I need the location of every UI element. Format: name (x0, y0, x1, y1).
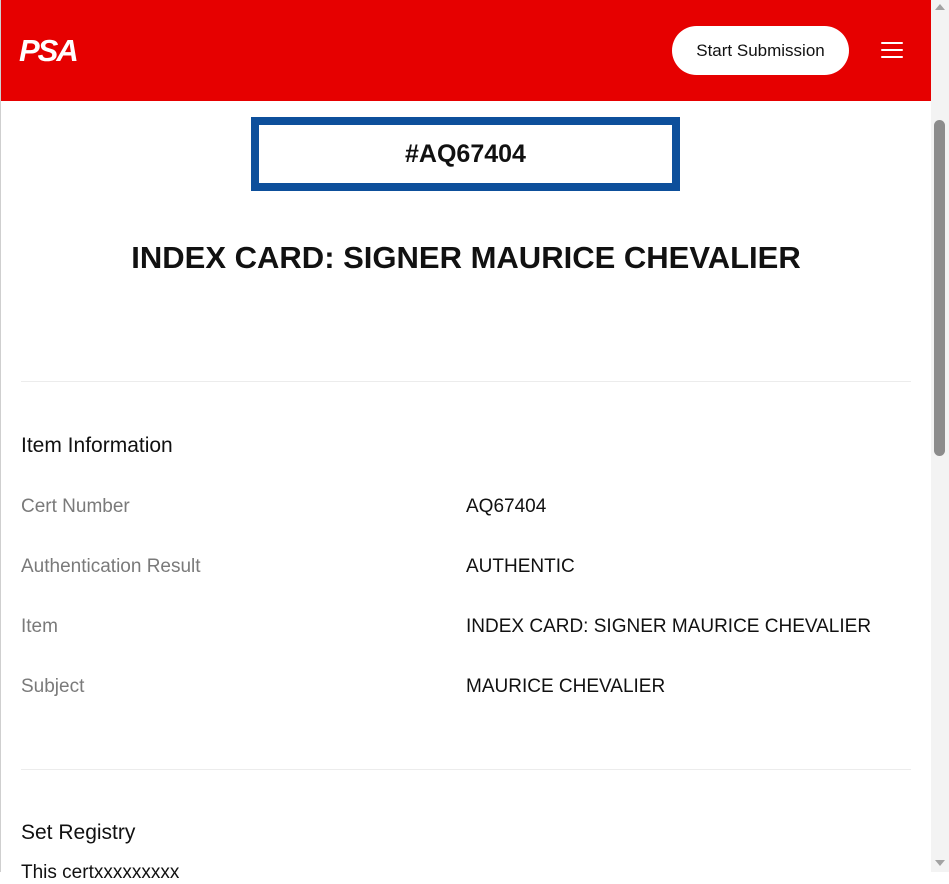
set-registry-text: This certxxxxxxxxx (21, 862, 180, 883)
info-row-authentication-result (21, 556, 911, 580)
section-divider (21, 769, 911, 770)
info-value: MAURICE CHEVALIER (466, 676, 666, 697)
info-label: Subject (21, 676, 85, 697)
hamburger-menu-icon[interactable] (881, 41, 903, 59)
scrollbar-thumb[interactable] (934, 120, 945, 456)
info-value: INDEX CARD: SIGNER MAURICE CHEVALIER (466, 616, 872, 637)
site-header (1, 0, 931, 101)
cert-number-banner: #AQ67404 (251, 117, 680, 191)
info-row-subject (21, 676, 911, 700)
info-label: Item (21, 616, 58, 637)
item-information-heading: Item Information (21, 434, 173, 457)
info-value: AQ67404 (466, 496, 547, 517)
info-row-cert-number (21, 496, 911, 520)
info-label: Authentication Result (21, 556, 201, 577)
svg-text:PSA: PSA (19, 33, 77, 68)
start-submission-button[interactable]: Start Submission (672, 26, 849, 75)
vertical-scrollbar[interactable] (931, 0, 949, 872)
info-value: AUTHENTIC (466, 556, 575, 577)
page-title: INDEX CARD: SIGNER MAURICE CHEVALIER (131, 240, 801, 275)
section-divider (21, 381, 911, 382)
psa-logo[interactable] (19, 34, 101, 66)
info-row-item (21, 616, 911, 640)
scroll-down-arrow-icon[interactable] (935, 860, 945, 866)
scroll-up-arrow-icon[interactable] (935, 4, 945, 10)
set-registry-heading: Set Registry (21, 821, 136, 844)
info-label: Cert Number (21, 496, 130, 517)
